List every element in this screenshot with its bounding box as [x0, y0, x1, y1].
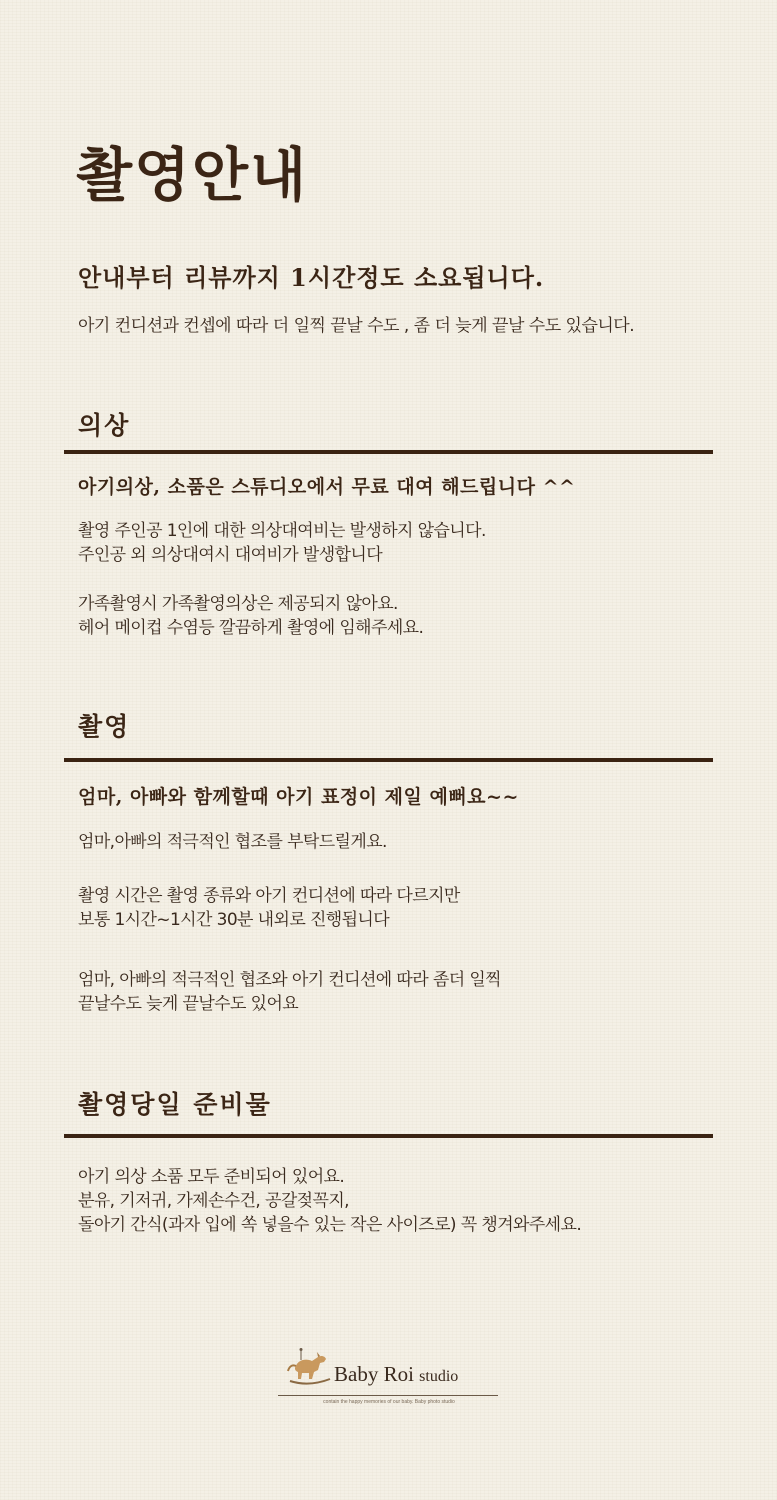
section-title-checklist: 촬영당일 준비물 — [78, 1090, 272, 1119]
section-title-shooting: 촬영 — [78, 712, 131, 741]
paragraph-line: 보통 1시간~1시간 30분 내외로 진행됩니다 — [78, 910, 390, 930]
section-paragraph — [78, 884, 460, 932]
paragraph-line: 엄마, 아빠의 적극적인 협조와 아기 컨디션에 따라 좀더 일찍 — [78, 970, 501, 990]
section-subheading-clothing: 아기의상, 소품은 스튜디오에서 무료 대여 해드립니다 ^^ — [78, 476, 576, 498]
page-title: 촬영안내 — [76, 141, 309, 209]
paragraph-line: 주인공 외 의상대여시 대여비가 발생합니다 — [78, 545, 383, 565]
section-divider — [64, 450, 713, 454]
intro-text: 아기 컨디션과 컨셉에 따라 더 일찍 끝날 수도 , 좀 더 늦게 끝날 수도 있습니다. — [78, 316, 635, 336]
section-paragraph — [78, 592, 423, 640]
section-paragraph — [78, 968, 501, 1016]
paragraph-line: 촬영 주인공 1인에 대한 의상대여비는 발생하지 않습니다. — [78, 521, 486, 541]
paragraph-line: 돌아기 간식(과자 입에 쏙 넣을수 있는 작은 사이즈로) 꼭 챙겨와주세요. — [78, 1215, 582, 1235]
paragraph-line: 분유, 기저귀, 가제손수건, 공갈젖꼭지, — [78, 1191, 349, 1211]
section-title-clothing: 의상 — [78, 411, 131, 440]
paragraph-line: 끝날수도 늦게 끝날수도 있어요 — [78, 994, 299, 1014]
section-subheading-shooting: 엄마, 아빠와 함께할때 아기 표정이 제일 예뻐요~~ — [78, 786, 519, 808]
logo-suffix: studio — [419, 1368, 459, 1385]
section-paragraph — [78, 1165, 581, 1237]
logo-wordmark — [334, 1362, 458, 1387]
section-paragraph — [78, 830, 387, 854]
section-divider — [64, 758, 713, 762]
studio-logo — [278, 1348, 500, 1410]
paragraph-line: 헤어 메이컵 수염등 깔끔하게 촬영에 임해주세요. — [78, 618, 424, 638]
paragraph-line: 촬영 시간은 촬영 종류와 아기 컨디션에 따라 다르지만 — [78, 886, 460, 906]
paragraph-line: 엄마,아빠의 적극적인 협조를 부탁드릴게요. — [78, 832, 387, 852]
paragraph-line: 가족촬영시 가족촬영의상은 제공되지 않아요. — [78, 594, 398, 614]
paragraph-line: 아기 의상 소품 모두 준비되어 있어요. — [78, 1167, 345, 1187]
logo-underline — [278, 1395, 498, 1396]
section-paragraph — [78, 519, 486, 567]
logo-name: Baby Roi — [334, 1362, 414, 1386]
intro-heading: 안내부터 리뷰까지 1시간정도 소요됩니다. — [78, 263, 545, 292]
section-divider — [64, 1134, 713, 1138]
logo-tagline: contain the happy memories of our baby. Baby photo studio — [323, 1399, 455, 1405]
rocking-horse-icon — [284, 1348, 334, 1388]
